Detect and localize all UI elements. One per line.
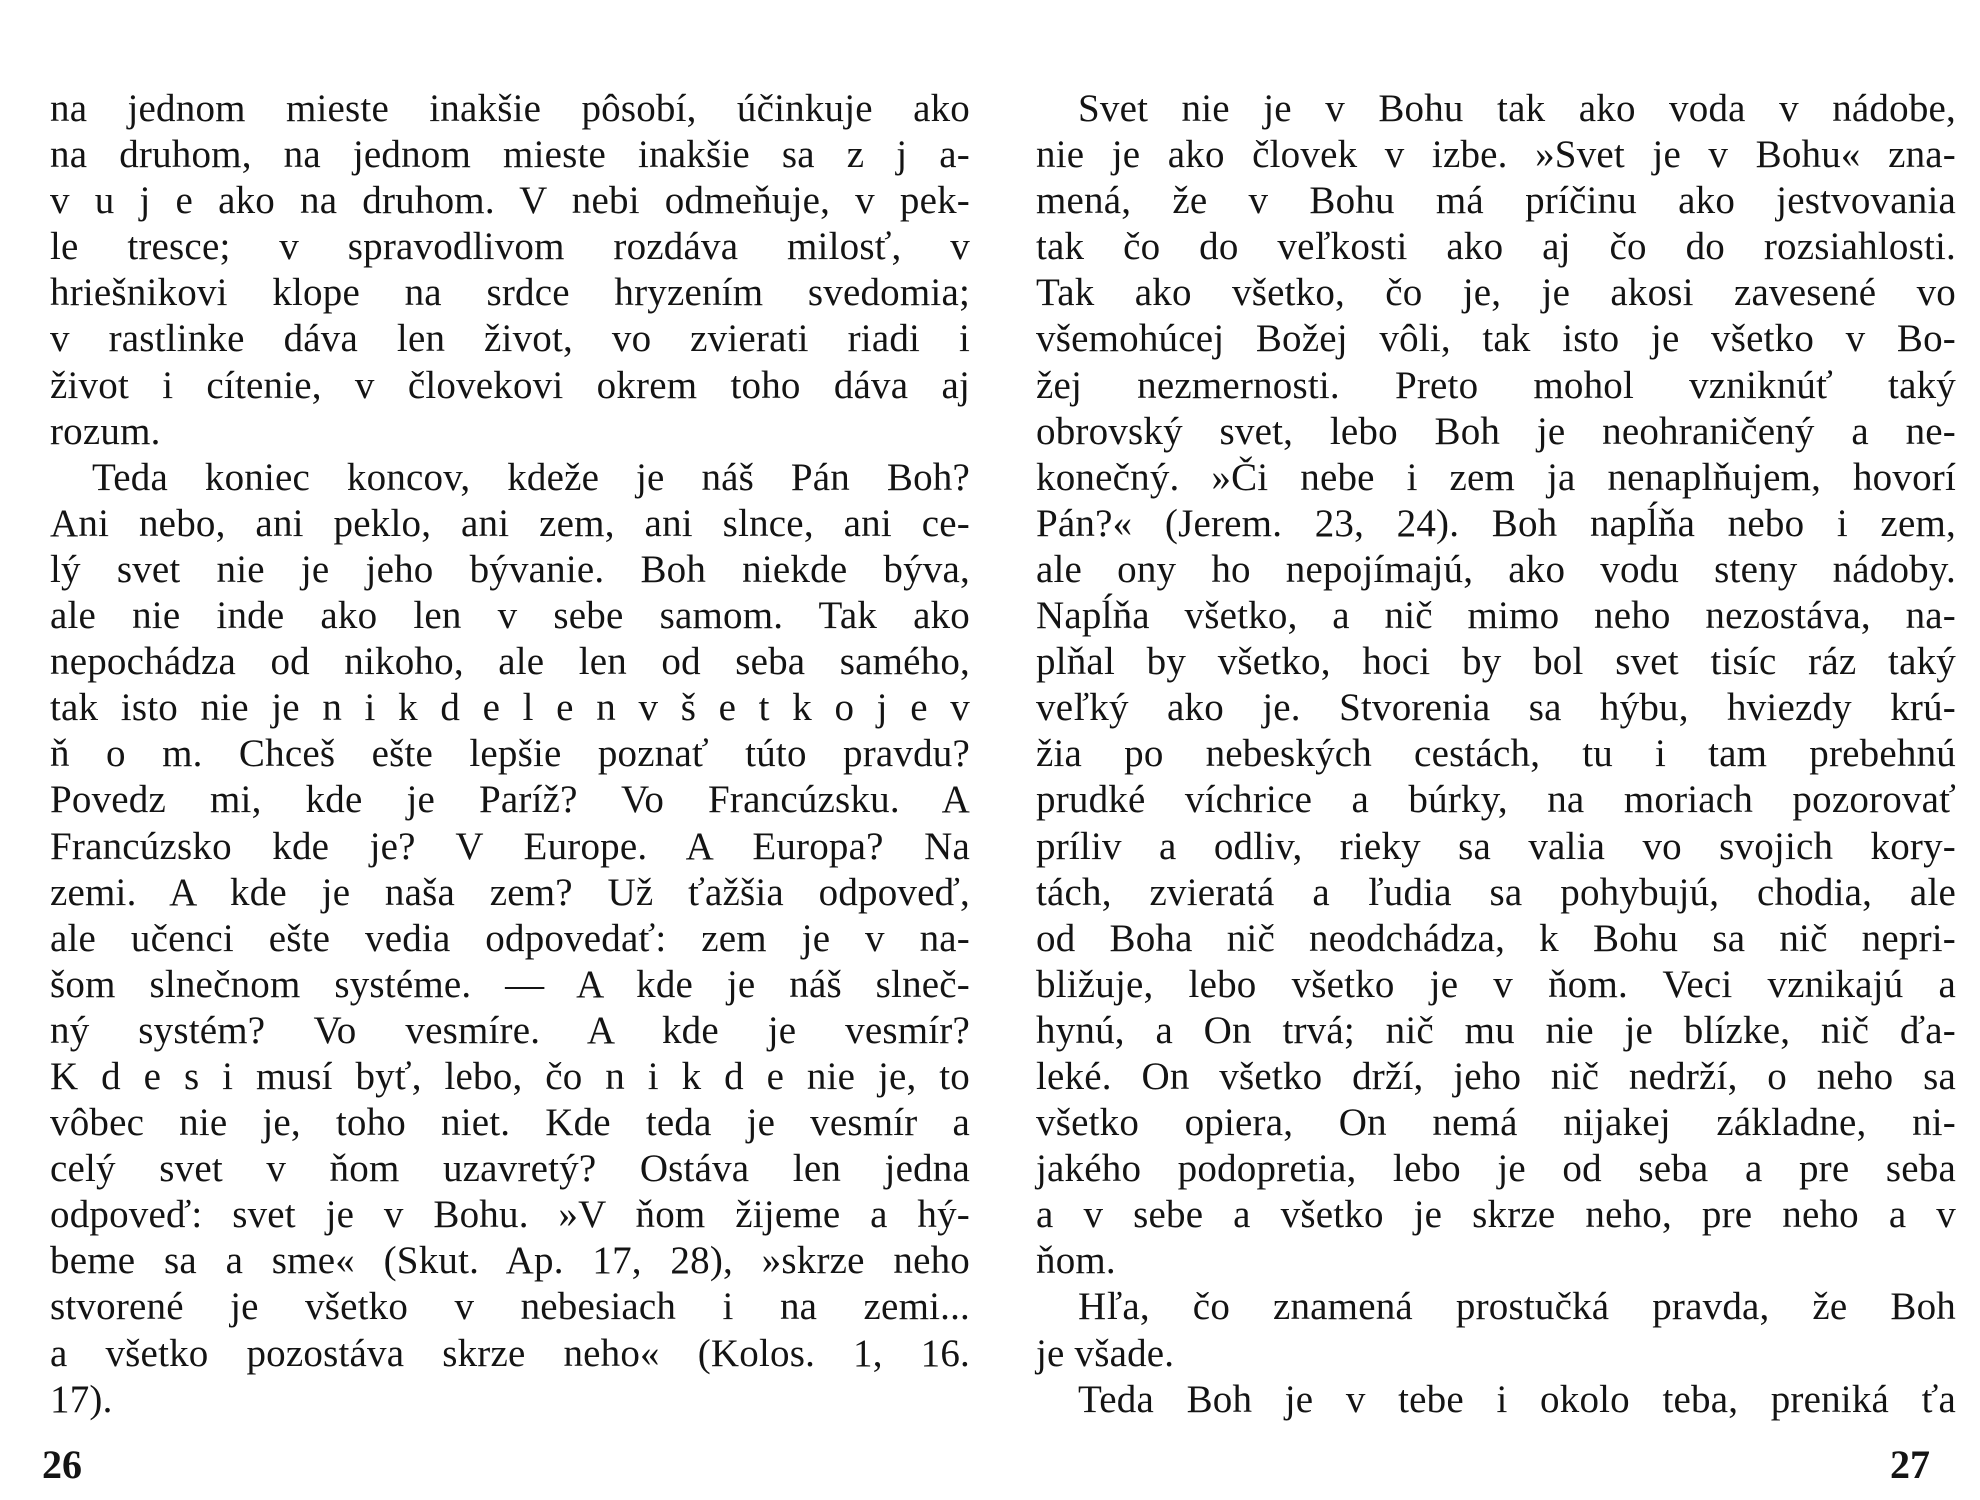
page-number-right: 27 xyxy=(1890,1442,1930,1487)
text-line: beme sa a sme« (Skut. Ap. 17, 28), »skrze neho xyxy=(50,1239,970,1283)
text-line: žia po nebeských cestách, tu i tam prebehnú xyxy=(1036,732,1956,776)
text-line: hriešnikovi klope na srdce hryzením svedomia; xyxy=(50,271,970,315)
text-line: žej nezmernosti. Preto mohol vzniknúť taký xyxy=(1036,363,1956,407)
text-line: a všetko pozostáva skrze neho« (Kolos. 1, 16. xyxy=(50,1331,970,1375)
text-line: zemi. A kde je naša zem? Už ťažšia odpoveď, xyxy=(50,870,970,914)
text-line: Hľa, čo znamená prostučká pravda, že Boh xyxy=(1078,1285,1956,1329)
text-line: Francúzsko kde je? V Europe. A Europa? Na xyxy=(50,824,970,868)
text-line: na jednom mieste inakšie pôsobí, účinkuje ako xyxy=(50,87,970,130)
text-line: na druhom, na jednom mieste inakšie sa z j a- xyxy=(50,133,970,177)
text-line: všemohúcej Božej vôli, tak isto je všetko v Bo- xyxy=(1036,317,1956,361)
text-line: od Boha nič neodchádza, k Bohu sa nič nepri- xyxy=(1036,916,1956,960)
text-line: nepochádza od nikoho, ale len od seba samého, xyxy=(50,640,970,684)
text-line: prudké víchrice a búrky, na moriach pozorovať xyxy=(1036,778,1956,822)
text-line: Teda Boh je v tebe i okolo teba, preniká ťa xyxy=(1078,1377,1956,1421)
text-line: leké. On všetko drží, jeho nič nedrží, o neho sa xyxy=(1036,1054,1956,1098)
text-line: a v sebe a všetko je skrze neho, pre neho a v xyxy=(1036,1193,1956,1237)
text-line: 17). xyxy=(50,1377,113,1421)
text-line: obrovský svet, lebo Boh je neohraničený a ne- xyxy=(1036,409,1956,453)
text-line: Napĺňa všetko, a nič mimo neho nezostáva, na- xyxy=(1036,594,1956,638)
text-line: všetko opiera, On nemá nijakej základne, ni- xyxy=(1036,1101,1956,1145)
text-line: stvorené je všetko v nebesiach i na zemi... xyxy=(50,1285,970,1329)
text-line: vôbec nie je, toho niet. Kde teda je vesmír a xyxy=(50,1101,970,1145)
text-line: život i cítenie, v človekovi okrem toho dáva aj xyxy=(50,363,970,407)
text-line: ale nie inde ako len v sebe samom. Tak ako xyxy=(50,594,970,638)
text-line: jakého podopretia, lebo je od seba a pre seba xyxy=(1036,1147,1956,1191)
text-line: nie je ako človek v izbe. »Svet je v Bohu« zna- xyxy=(1036,133,1956,177)
left-page-text xyxy=(50,86,970,1423)
text-line: ň o m. Chceš ešte lepšie poznať túto pravdu? xyxy=(50,732,970,776)
text-line: celý svet v ňom uzavretý? Ostáva len jedna xyxy=(50,1147,970,1191)
text-line: tak čo do veľkosti ako aj čo do rozsiahlosti. xyxy=(1036,225,1956,269)
text-line: ale učenci ešte vedia odpovedať: zem je v na- xyxy=(50,916,970,960)
text-line: tak isto nie je n i k d e l e n v š e t k o j e v xyxy=(50,686,970,730)
text-line: lý svet nie je jeho bývanie. Boh niekde býva, xyxy=(50,547,970,591)
text-line: veľký ako je. Stvorenia sa hýbu, hviezdy krú- xyxy=(1036,686,1956,730)
text-line: príliv a odliv, rieky sa valia vo svojich kory- xyxy=(1036,824,1956,868)
text-line: Povedz mi, kde je Paríž? Vo Francúzsku. A xyxy=(50,778,970,822)
text-line: ale ony ho nepojímajú, ako vodu steny nádoby. xyxy=(1036,547,1956,591)
text-line: rozum. xyxy=(50,409,161,453)
page-number-left: 26 xyxy=(42,1442,82,1487)
text-line: ný systém? Vo vesmíre. A kde je vesmír? xyxy=(50,1008,970,1052)
text-line: v u j e ako na druhom. V nebi odmeňuje, v pek- xyxy=(50,179,970,223)
text-line: mená, že v Bohu má príčinu ako jestvovania xyxy=(1036,179,1956,223)
text-line: K d e s i musí byť, lebo, čo n i k d e nie je, to xyxy=(50,1054,970,1098)
text-line: bližuje, lebo všetko je v ňom. Veci vznikajú a xyxy=(1036,962,1956,1006)
right-page-text xyxy=(1036,86,1956,1423)
text-line: Tak ako všetko, čo je, je akosi zavesené vo xyxy=(1036,271,1956,315)
text-line: Teda koniec koncov, kdeže je náš Pán Boh? xyxy=(92,455,970,499)
text-line: Pán?« (Jerem. 23, 24). Boh napĺňa nebo i zem, xyxy=(1036,501,1956,545)
text-line: odpoveď: svet je v Bohu. »V ňom žijeme a hý- xyxy=(50,1193,970,1237)
text-line: Svet nie je v Bohu tak ako voda v nádobe, xyxy=(1078,87,1956,130)
text-line: tách, zvieratá a ľudia sa pohybujú, chodia, ale xyxy=(1036,870,1956,914)
text-line: ňom. xyxy=(1036,1239,1116,1283)
text-line: hynú, a On trvá; nič mu nie je blízke, nič ďa- xyxy=(1036,1008,1956,1052)
text-line: konečný. »Či nebe i zem ja nenaplňujem, hovorí xyxy=(1036,455,1956,499)
text-line: je všade. xyxy=(1036,1331,1175,1375)
text-line: plňal by všetko, hoci by bol svet tisíc ráz taký xyxy=(1036,640,1956,684)
text-line: v rastlinke dáva len život, vo zvierati riadi i xyxy=(50,317,970,361)
text-line: le tresce; v spravodlivom rozdáva milosť, v xyxy=(50,225,970,269)
text-line: Ani nebo, ani peklo, ani zem, ani slnce, ani ce- xyxy=(50,501,970,545)
text-line: šom slnečnom systéme. — A kde je náš slneč- xyxy=(50,962,970,1006)
